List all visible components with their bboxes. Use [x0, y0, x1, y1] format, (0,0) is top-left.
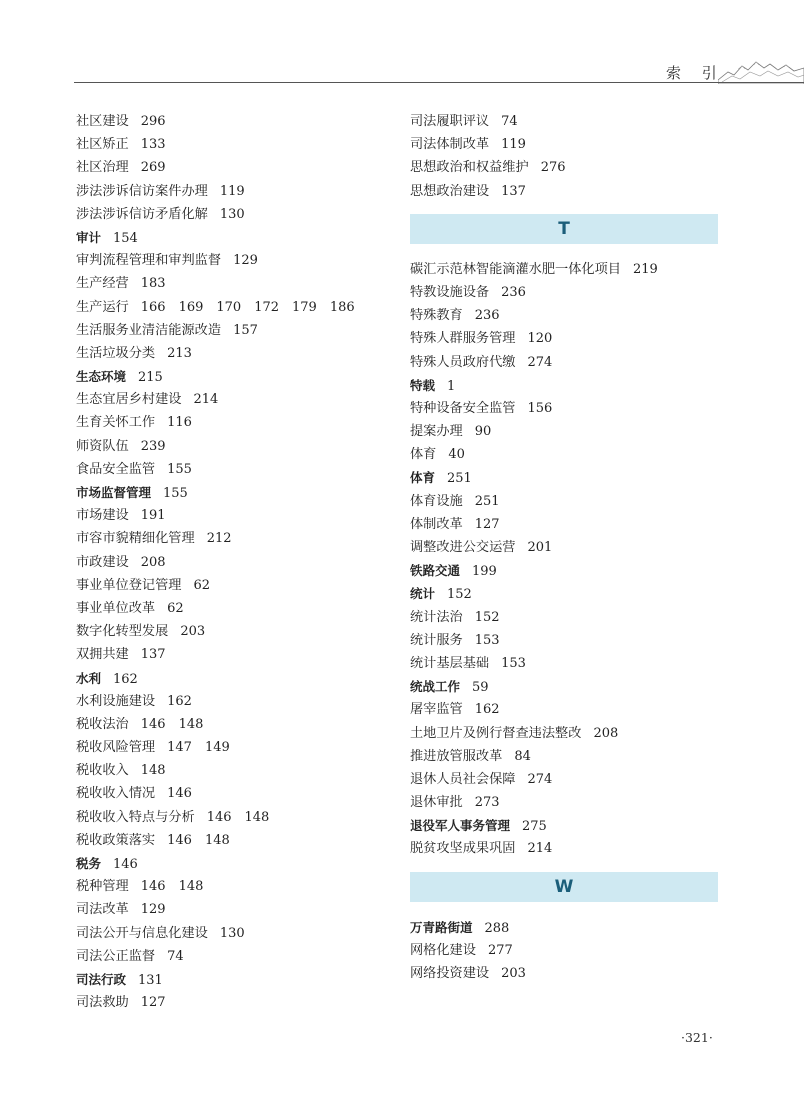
index-entry: [410, 490, 730, 513]
index-page-refs: 162: [474, 702, 500, 718]
index-term: 特载: [410, 377, 436, 393]
index-page-refs: 157: [233, 322, 258, 338]
index-entry: [410, 110, 730, 133]
index-page-refs: 146 148: [140, 716, 204, 732]
index-entry: [410, 559, 730, 582]
index-page-refs: 119: [501, 137, 526, 153]
index-page-refs: 90: [474, 424, 492, 440]
index-term: 司法体制改革: [410, 137, 490, 153]
index-term: 师资队伍: [76, 438, 129, 454]
index-entry: [76, 643, 396, 666]
index-page-refs: 119: [219, 183, 245, 199]
index-entry: [76, 272, 396, 295]
index-term: 特殊人员政府代缴: [410, 354, 516, 370]
index-entry: [410, 281, 730, 304]
index-entry: [76, 388, 396, 411]
index-entry: [76, 156, 396, 179]
index-term: 税收收入情况: [76, 786, 156, 802]
index-entry: [410, 652, 730, 675]
index-entry: [410, 374, 730, 397]
index-entry: [76, 296, 396, 319]
index-page-refs: 236: [501, 284, 526, 300]
index-page-refs: 208: [593, 725, 619, 741]
index-entry: [76, 203, 396, 226]
index-page-refs: 153: [501, 655, 526, 671]
section-heading-t: T: [410, 214, 718, 244]
index-term: 司法行政: [76, 971, 127, 987]
index-page-refs: 214: [527, 841, 553, 857]
index-page-refs: 147 149: [167, 740, 230, 756]
index-term: 调整改进公交运营: [410, 540, 516, 555]
index-term: 特殊人群服务管理: [410, 331, 516, 347]
index-entry: [76, 759, 396, 782]
index-page-refs: 251: [474, 493, 500, 509]
index-page-refs: 129: [140, 902, 166, 918]
index-entry: [76, 527, 396, 550]
index-term: 退休人员社会保障: [410, 771, 516, 787]
index-term: 税种管理: [76, 879, 129, 895]
index-entry: [76, 922, 396, 945]
index-page-refs: 154: [113, 230, 138, 246]
index-term: 税收收入特点与分析: [76, 809, 195, 825]
index-entry: [410, 745, 730, 768]
index-term: 网格化建设: [410, 942, 476, 958]
index-page-refs: 40: [448, 447, 465, 463]
index-term: 数字化转型发展: [76, 624, 169, 640]
index-term: 税收法治: [76, 716, 129, 732]
index-term: 推进放管服改革: [410, 748, 503, 764]
index-term: 生产经营: [76, 276, 129, 292]
index-entry: [410, 397, 730, 420]
index-entry: [76, 342, 396, 365]
index-column-right: [410, 110, 730, 985]
index-term: 司法改革: [76, 902, 129, 918]
index-term: 提案办理: [410, 424, 463, 440]
index-term: 统计: [410, 586, 436, 602]
index-term: 统计基层基础: [410, 655, 490, 671]
index-page-refs: 148: [140, 763, 166, 779]
index-page-refs: 269: [140, 160, 166, 176]
index-entry: [410, 722, 730, 745]
index-term: 事业单位改革: [76, 600, 156, 616]
index-entry: [76, 458, 396, 481]
index-entry: [76, 667, 396, 690]
index-page-refs: 130: [219, 925, 245, 941]
index-term: 税收风险管理: [76, 740, 156, 756]
index-entry: [410, 791, 730, 814]
index-term: 审计: [76, 229, 102, 245]
index-entry: [76, 829, 396, 852]
index-entry: [76, 968, 396, 991]
index-entry: [76, 806, 396, 829]
index-entry: [76, 435, 396, 458]
index-entry: [410, 133, 730, 156]
index-page-refs: 137: [140, 647, 166, 663]
index-page-refs: 1: [447, 378, 456, 394]
index-term: 铁路交通: [410, 563, 461, 579]
index-term: 水利设施建设: [76, 693, 156, 709]
index-page-refs: 156: [527, 400, 553, 416]
index-entry: [76, 226, 396, 249]
index-term: 统计服务: [410, 632, 463, 648]
index-page-refs: 273: [474, 795, 500, 811]
index-page-refs: 137: [501, 183, 526, 199]
index-page-refs: 276: [540, 160, 566, 176]
index-entry: [76, 875, 396, 898]
index-entry: [76, 782, 396, 805]
index-term: 生活服务业清洁能源改造: [76, 322, 222, 338]
index-entry: [76, 574, 396, 597]
index-entry: [410, 443, 730, 466]
index-page-refs: 236: [474, 308, 500, 324]
index-term: 特殊教育: [410, 308, 463, 324]
index-entry: [76, 690, 396, 713]
index-page-refs: 212: [206, 531, 232, 547]
index-term: 司法履职评议: [410, 114, 490, 129]
index-page-refs: 155: [163, 486, 188, 501]
index-term: 涉法涉诉信访案件办理: [76, 183, 208, 199]
index-term: 生态宜居乡村建设: [76, 392, 182, 408]
index-term: 退休审批: [410, 795, 463, 811]
index-page-refs: 251: [447, 471, 472, 487]
index-page-refs: 213: [167, 345, 192, 361]
index-term: 市政建设: [76, 554, 129, 570]
index-entry: [410, 675, 730, 698]
index-page-refs: 203: [180, 624, 206, 640]
index-entry: [410, 837, 730, 860]
index-page-refs: 146 148: [206, 809, 270, 825]
index-term: 生活垃圾分类: [76, 345, 156, 361]
header-rule: [74, 82, 804, 83]
index-entry: [76, 110, 396, 133]
index-term: 体育: [410, 470, 436, 486]
index-entry: [410, 768, 730, 791]
index-entry: [76, 597, 396, 620]
index-term: 审判流程管理和审判监督: [76, 253, 222, 269]
index-term: 社区治理: [76, 160, 129, 176]
index-page-refs: 166 169 170 172 179 186: [140, 299, 355, 315]
index-page-refs: 183: [140, 276, 166, 292]
index-entry: [76, 133, 396, 156]
index-page-refs: 146 148: [140, 879, 204, 895]
index-term: 统战工作: [410, 679, 461, 695]
index-term: 特教设施设备: [410, 284, 490, 300]
index-entry: [410, 180, 730, 203]
index-term: 思想政治和权益维护: [410, 160, 529, 176]
index-entry: [410, 536, 730, 559]
index-entry: [76, 365, 396, 388]
index-term: 特种设备安全监管: [410, 400, 516, 416]
page-number: ·321·: [681, 1030, 713, 1045]
index-term: 司法公正监督: [76, 948, 156, 964]
index-page-refs: 201: [527, 540, 553, 555]
index-term: 万青路街道: [410, 919, 473, 935]
index-page-refs: 274: [527, 771, 553, 787]
index-entry: [410, 939, 730, 962]
section-heading-w: W: [410, 872, 718, 902]
index-page-refs: 239: [140, 438, 166, 454]
index-term: 市场建设: [76, 508, 129, 524]
index-page-refs: 277: [487, 942, 513, 958]
index-page-refs: 62: [193, 577, 211, 593]
index-term: 体育: [410, 447, 437, 463]
index-page-refs: 203: [501, 966, 526, 981]
index-page-refs: 162: [113, 671, 138, 687]
index-page-refs: 162: [167, 693, 192, 709]
index-page-refs: 152: [447, 587, 472, 603]
index-term: 司法救助: [76, 995, 129, 1011]
index-term: 食品安全监管: [76, 461, 156, 477]
index-page-refs: 219: [633, 261, 658, 277]
index-entry: [410, 606, 730, 629]
index-page-refs: 146 148: [167, 832, 230, 848]
index-column-left: [76, 110, 396, 1014]
index-term: 事业单位登记管理: [76, 577, 182, 593]
index-entry: [410, 629, 730, 652]
index-term: 司法公开与信息化建设: [76, 925, 208, 941]
index-entry: [410, 698, 730, 721]
index-entry: [410, 156, 730, 179]
index-page-refs: 208: [140, 554, 166, 570]
index-entry: [410, 258, 730, 281]
index-page-refs: 146: [167, 786, 192, 802]
index-page-refs: 84: [514, 748, 531, 764]
index-page-refs: 62: [167, 600, 184, 616]
index-term: 生产运行: [76, 299, 129, 315]
index-entry: [76, 991, 396, 1014]
index-page-refs: 74: [501, 114, 518, 129]
index-entry: [76, 945, 396, 968]
index-entry: [76, 713, 396, 736]
index-term: 税收收入: [76, 763, 129, 779]
index-term: 脱贫攻坚成果巩固: [410, 841, 516, 857]
index-page-refs: 129: [233, 253, 258, 269]
index-page-refs: 127: [140, 995, 166, 1011]
index-page-refs: 275: [522, 819, 547, 835]
index-page-refs: 191: [140, 508, 166, 524]
index-entry: [76, 736, 396, 759]
index-term: 税收政策落实: [76, 832, 156, 848]
index-term: 体制改革: [410, 516, 463, 532]
index-page-refs: 274: [527, 354, 553, 370]
index-entry: [410, 304, 730, 327]
index-page-refs: 120: [527, 331, 553, 347]
index-term: 土地卫片及例行督查违法整改: [410, 725, 582, 741]
index-entry: [76, 411, 396, 434]
index-entry: [76, 319, 396, 342]
index-page-refs: 288: [484, 920, 510, 936]
index-page-refs: 131: [138, 972, 163, 988]
index-entry: [76, 620, 396, 643]
index-term: 屠宰监管: [410, 702, 463, 718]
index-term: 退役军人事务管理: [410, 818, 511, 834]
index-entry: [76, 852, 396, 875]
index-page-refs: 130: [219, 206, 245, 222]
index-entry: [410, 466, 730, 489]
index-entry: [410, 916, 730, 939]
index-entry: [410, 814, 730, 837]
index-entry: [410, 962, 730, 985]
index-entry: [76, 551, 396, 574]
index-entry: [76, 898, 396, 921]
index-page-refs: 127: [474, 516, 500, 532]
index-entry: [76, 504, 396, 527]
index-page-refs: 133: [140, 137, 166, 153]
index-term: 生育关怀工作: [76, 415, 156, 431]
index-term: 统计法治: [410, 609, 463, 625]
index-page-refs: 214: [193, 392, 219, 408]
index-page-refs: 199: [472, 564, 497, 580]
index-term: 市容市貌精细化管理: [76, 531, 195, 547]
index-page-refs: 74: [167, 948, 184, 964]
index-entry: [76, 249, 396, 272]
index-page-refs: 59: [472, 680, 489, 696]
index-term: 碳汇示范林智能滴灌水肥一体化项目: [410, 261, 621, 277]
index-term: 双拥共建: [76, 647, 129, 663]
index-term: 社区建设: [76, 114, 129, 129]
index-page-refs: 155: [167, 461, 192, 477]
index-term: 涉法涉诉信访矛盾化解: [76, 206, 208, 222]
index-term: 市场监督管理: [76, 485, 152, 500]
index-entry: [410, 351, 730, 374]
index-entry: [410, 513, 730, 536]
index-term: 思想政治建设: [410, 183, 490, 199]
index-page-refs: 215: [138, 370, 163, 386]
index-term: 生态环境: [76, 369, 127, 385]
index-page-refs: 153: [474, 632, 500, 648]
mountain-decoration-icon: [718, 56, 804, 84]
index-entry: [410, 327, 730, 350]
index-entry: [76, 481, 396, 504]
index-page-refs: 152: [474, 609, 500, 625]
running-header-title: 索 引: [666, 64, 725, 82]
index-term: 体育设施: [410, 493, 463, 509]
index-term: 税务: [76, 856, 102, 871]
index-entry: [76, 180, 396, 203]
index-term: 网络投资建设: [410, 966, 490, 981]
index-page-refs: 146: [113, 857, 138, 872]
index-page-refs: 296: [140, 114, 166, 129]
index-term: 社区矫正: [76, 137, 129, 153]
index-entry: [410, 420, 730, 443]
index-entry: [410, 582, 730, 605]
index-page-refs: 116: [167, 415, 192, 431]
index-term: 水利: [76, 670, 102, 686]
